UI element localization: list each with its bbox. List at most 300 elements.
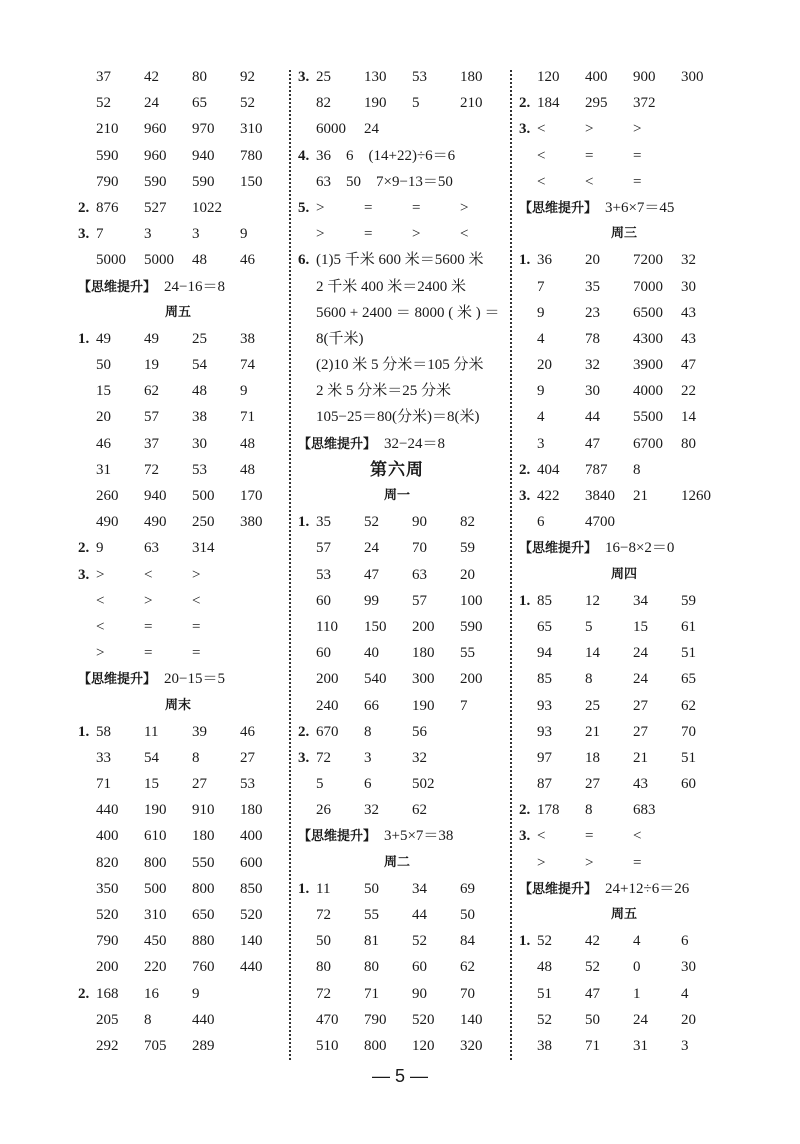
answer-row: [519, 457, 729, 483]
question-number: 3.: [298, 749, 310, 766]
answer-cell: 450: [144, 933, 167, 950]
answer-cell: 9: [240, 383, 248, 400]
answer-cell: >: [585, 854, 594, 871]
answer-cell: 5: [316, 776, 324, 793]
answer-cell: 51: [537, 985, 552, 1002]
answer-cell: >: [316, 199, 325, 216]
question-number: 2.: [78, 540, 90, 557]
question-number: 1.: [519, 933, 531, 950]
answer-row: [78, 562, 278, 588]
answer-row: [78, 771, 278, 797]
answer-row: [78, 195, 278, 221]
answer-row: [298, 404, 496, 430]
answer-row: [78, 143, 278, 169]
question-number: 3.: [519, 828, 531, 845]
answer-cell: 590: [460, 618, 483, 635]
answer-row: [298, 195, 496, 221]
answer-row: [298, 745, 496, 771]
answer-cell: 53: [192, 461, 207, 478]
answer-cell: 58: [96, 723, 111, 740]
answer-row: [519, 771, 729, 797]
answer-cell: 34: [633, 592, 648, 609]
answer-cell: <: [96, 592, 105, 609]
section-heading: 周三: [610, 226, 637, 242]
answer-cell: 12: [585, 592, 600, 609]
answer-cell: <: [585, 173, 594, 190]
question-number: 2.: [519, 95, 531, 112]
answer-cell: 178: [537, 802, 560, 819]
answer-cell: 7200: [633, 252, 663, 269]
answer-cell: 500: [144, 880, 167, 897]
answer-cell: 9: [240, 226, 248, 243]
question-number: 3.: [298, 69, 310, 85]
answer-cell: 14: [681, 409, 696, 426]
answer-cell: 527: [144, 199, 167, 216]
thinking-tag: 【思维提升】: [78, 672, 157, 688]
answer-row: [519, 693, 729, 719]
answer-row: [298, 693, 496, 719]
answer-cell: 11: [316, 880, 331, 897]
answer-cell: 502: [412, 776, 435, 793]
answer-cell: 320: [460, 1037, 483, 1054]
answer-row: [78, 457, 278, 483]
question-number: 3.: [519, 488, 531, 504]
answer-cell: 46: [96, 435, 111, 452]
answer-row: [78, 352, 278, 378]
answer-cell: 15: [144, 776, 159, 793]
thinking-equation: 3+5×7＝38: [384, 828, 454, 845]
question-number: 1.: [78, 330, 90, 347]
answer-row: [78, 876, 278, 902]
answer-cell: 93: [537, 723, 552, 740]
answer-cell: 130: [364, 69, 387, 85]
answer-cell: 150: [364, 618, 387, 635]
answer-cell: 74: [240, 357, 255, 374]
answer-row: [78, 247, 278, 273]
answer-cell: =: [585, 147, 594, 164]
answer-row: [519, 509, 729, 535]
answer-cell: 200: [316, 671, 339, 688]
thinking-answer: [78, 666, 278, 692]
answer-cell: 200: [412, 618, 435, 635]
answer-cell: 54: [144, 749, 159, 766]
answer-cell: 26: [316, 802, 331, 819]
answer-cell: 600: [240, 854, 263, 871]
answer-row: [298, 771, 496, 797]
answer-row: [298, 614, 496, 640]
answer-cell: 210: [96, 121, 119, 138]
answer-cell: <: [537, 121, 546, 138]
answer-cell: 37: [96, 69, 111, 85]
answer-cell: 54: [192, 357, 207, 374]
answer-cell: 1: [633, 985, 641, 1002]
section-heading: 周末: [164, 697, 191, 713]
answer-cell: 33: [96, 749, 111, 766]
thinking-equation: 3+6×7＝45: [605, 199, 675, 216]
answer-cell: 49: [144, 330, 159, 347]
answer-cell: 39: [192, 723, 207, 740]
answer-text: (1)5 千米 600 米＝5600 米: [316, 252, 484, 269]
answer-row: [298, 928, 496, 954]
question-number: 1.: [298, 514, 310, 531]
question-number: 5.: [298, 199, 310, 216]
answer-row: [78, 1033, 278, 1059]
answer-cell: 48: [192, 252, 207, 269]
answer-cell: 150: [240, 173, 263, 190]
answer-cell: 16: [144, 985, 159, 1002]
thinking-answer: [298, 823, 496, 849]
column-divider: [510, 70, 512, 1060]
answer-cell: 36: [537, 252, 552, 269]
answer-cell: 787: [585, 461, 608, 478]
answer-cell: =: [192, 645, 201, 662]
answer-row: [298, 535, 496, 561]
answer-row: [519, 326, 729, 352]
section-heading: 周四: [610, 566, 637, 582]
answer-cell: 4: [681, 985, 689, 1002]
answer-cell: 590: [192, 173, 215, 190]
answer-row: [78, 1007, 278, 1033]
answer-cell: 4: [537, 409, 545, 426]
answer-cell: =: [364, 199, 373, 216]
page-number: — 5 —: [371, 1066, 428, 1086]
answer-text: 36 6 (14+22)÷6＝6: [316, 147, 456, 164]
answer-cell: 520: [412, 1011, 435, 1028]
answer-cell: 62: [412, 802, 427, 819]
answer-row: [298, 116, 496, 142]
answer-cell: >: [192, 566, 201, 583]
answer-row: [298, 588, 496, 614]
answer-cell: 70: [681, 723, 696, 740]
answer-cell: 350: [96, 880, 119, 897]
answer-cell: 53: [412, 69, 427, 85]
answer-cell: 70: [412, 540, 427, 557]
answer-cell: 8: [364, 723, 372, 740]
answer-row: [519, 143, 729, 169]
answer-row: [519, 483, 729, 509]
answer-cell: 92: [240, 69, 255, 85]
answer-cell: 50: [316, 933, 331, 950]
answer-cell: 940: [144, 488, 167, 504]
thinking-equation: 16−8×2＝0: [605, 540, 675, 557]
column-divider: [289, 70, 291, 1060]
answer-column-2: [298, 64, 500, 1059]
answer-cell: 180: [460, 69, 483, 85]
answer-cell: 63: [412, 566, 427, 583]
answer-cell: 50: [585, 1011, 600, 1028]
answer-cell: 48: [240, 461, 255, 478]
answer-cell: 56: [412, 723, 427, 740]
answer-row: [519, 588, 729, 614]
answer-cell: 6700: [633, 435, 663, 452]
answer-cell: 85: [537, 592, 552, 609]
answer-cell: 38: [537, 1037, 552, 1054]
answer-cell: 66: [364, 697, 379, 714]
answer-cell: 8: [144, 1011, 152, 1028]
answer-cell: 670: [316, 723, 339, 740]
answer-cell: 15: [96, 383, 111, 400]
answer-text: 2 千米 400 米＝2400 米: [316, 278, 467, 295]
question-number: 2.: [298, 723, 310, 740]
answer-cell: 31: [633, 1037, 648, 1054]
answer-row: [298, 1033, 496, 1059]
answer-cell: 59: [681, 592, 696, 609]
answer-row: [298, 1007, 496, 1033]
answer-cell: 99: [364, 592, 379, 609]
answer-cell: 52: [537, 933, 552, 950]
answer-cell: 184: [537, 95, 560, 112]
section-heading: 周一: [383, 488, 410, 503]
answer-cell: =: [585, 828, 594, 845]
answer-cell: 20: [537, 357, 552, 374]
answer-cell: 9: [96, 540, 104, 557]
answer-row: [519, 850, 729, 876]
answer-cell: 27: [192, 776, 207, 793]
answer-row: [519, 116, 729, 142]
question-number: 1.: [519, 252, 531, 269]
answer-cell: 205: [96, 1011, 119, 1028]
answer-cell: 650: [192, 907, 215, 923]
answer-cell: 72: [316, 985, 331, 1002]
answer-cell: =: [144, 618, 153, 635]
answer-row: [298, 90, 496, 116]
answer-cell: 71: [585, 1037, 600, 1054]
answer-cell: 22: [681, 383, 696, 400]
question-number: 4.: [298, 147, 310, 164]
question-number: 2.: [78, 985, 90, 1002]
answer-cell: 550: [192, 854, 215, 871]
thinking-tag: 【思维提升】: [298, 829, 377, 845]
answer-cell: 180: [192, 828, 215, 845]
answer-cell: 72: [316, 907, 331, 923]
answer-cell: 8: [585, 671, 593, 688]
answer-cell: 960: [144, 147, 167, 164]
answer-cell: 27: [633, 723, 648, 740]
answer-cell: 110: [316, 618, 338, 635]
answer-cell: 970: [192, 121, 215, 138]
question-number: 3.: [78, 226, 90, 243]
answer-cell: =: [633, 854, 642, 871]
answer-cell: 44: [585, 409, 600, 426]
answer-column-1: [78, 64, 278, 1059]
answer-cell: 65: [537, 618, 552, 635]
answer-cell: <: [460, 226, 469, 243]
answer-cell: 200: [96, 959, 119, 976]
answer-row: [519, 928, 729, 954]
answer-cell: 8: [585, 802, 593, 819]
answer-cell: 21: [633, 488, 648, 504]
answer-cell: 84: [460, 933, 475, 950]
answer-cell: 372: [633, 95, 656, 112]
answer-cell: <: [96, 618, 105, 635]
answer-cell: 93: [537, 697, 552, 714]
answer-row: [519, 169, 729, 195]
answer-row: [298, 64, 496, 90]
answer-row: [298, 221, 496, 247]
answer-cell: <: [537, 173, 546, 190]
answer-cell: 90: [412, 985, 427, 1002]
answer-cell: 400: [585, 69, 608, 85]
answer-cell: 62: [144, 383, 159, 400]
thinking-tag: 【思维提升】: [519, 881, 598, 897]
answer-cell: 38: [240, 330, 255, 347]
question-number: 2.: [519, 802, 531, 819]
answer-cell: <: [537, 147, 546, 164]
answer-cell: 6: [537, 514, 545, 531]
answer-cell: 880: [192, 933, 215, 950]
answer-cell: 3: [537, 435, 545, 452]
answer-row: [298, 640, 496, 666]
answer-cell: 310: [240, 121, 263, 138]
answer-cell: 25: [585, 697, 600, 714]
answer-cell: 21: [633, 749, 648, 766]
answer-cell: 47: [585, 985, 600, 1002]
answer-cell: 300: [412, 671, 435, 688]
answer-cell: 47: [364, 566, 379, 583]
answer-cell: 100: [460, 592, 483, 609]
answer-cell: 4000: [633, 383, 663, 400]
answer-cell: 46: [240, 723, 255, 740]
answer-row: [78, 326, 278, 352]
answer-cell: >: [537, 854, 546, 871]
answer-cell: 69: [460, 880, 475, 897]
answer-text: 105−25＝80(分米)＝8(米): [316, 409, 480, 426]
answer-cell: 53: [240, 776, 255, 793]
answer-cell: 20: [96, 409, 111, 426]
answer-row: [78, 431, 278, 457]
answer-cell: 65: [681, 671, 696, 688]
answer-cell: 120: [412, 1037, 435, 1054]
answer-cell: 940: [192, 147, 215, 164]
answer-cell: 380: [240, 514, 263, 531]
answer-cell: 65: [192, 95, 207, 112]
answer-cell: 60: [681, 776, 696, 793]
section-heading: 第六周: [370, 459, 424, 479]
answer-cell: 292: [96, 1037, 119, 1054]
answer-cell: 27: [585, 776, 600, 793]
answer-cell: 35: [316, 514, 331, 531]
answer-cell: 7: [96, 226, 104, 243]
answer-row: [519, 666, 729, 692]
answer-cell: 400: [240, 828, 263, 845]
answer-cell: 61: [681, 618, 696, 635]
answer-row: [78, 588, 278, 614]
answer-cell: 3: [144, 226, 152, 243]
answer-cell: 210: [460, 95, 483, 112]
answer-cell: >: [96, 566, 105, 583]
answer-cell: 49: [96, 330, 111, 347]
answer-cell: 62: [681, 697, 696, 714]
answer-row: [519, 64, 729, 90]
question-number: 1.: [78, 723, 90, 740]
answer-cell: >: [96, 645, 105, 662]
answer-row: [519, 431, 729, 457]
answer-row: [78, 169, 278, 195]
answer-cell: 38: [192, 409, 207, 426]
answer-row: [519, 1033, 729, 1059]
answer-cell: 32: [585, 357, 600, 374]
thinking-tag: 【思维提升】: [519, 541, 598, 557]
answer-cell: 800: [144, 854, 167, 871]
thinking-equation: 24+12÷6＝26: [605, 880, 690, 897]
answer-cell: 5: [585, 618, 593, 635]
answer-cell: 87: [537, 776, 552, 793]
answer-cell: 82: [460, 514, 475, 531]
answer-row: [519, 404, 729, 430]
answer-cell: 24: [364, 121, 379, 138]
answer-text: 8(千米): [316, 330, 364, 347]
answer-cell: 800: [192, 880, 215, 897]
question-number: 2.: [519, 461, 531, 478]
answer-cell: 168: [96, 985, 119, 1002]
answer-cell: 24: [633, 1011, 648, 1028]
answer-cell: 960: [144, 121, 167, 138]
answer-cell: 19: [144, 357, 159, 374]
answer-cell: 800: [364, 1037, 387, 1054]
answer-row: [78, 928, 278, 954]
answer-row: [78, 981, 278, 1007]
thinking-answer: [519, 535, 729, 561]
answer-row: [78, 640, 278, 666]
answer-row: [519, 378, 729, 404]
answer-row: [298, 562, 496, 588]
answer-cell: 52: [364, 514, 379, 531]
answer-cell: 15: [633, 618, 648, 635]
answer-cell: 24: [633, 645, 648, 662]
answer-cell: 590: [144, 173, 167, 190]
answer-cell: 876: [96, 199, 119, 216]
answer-cell: 27: [633, 697, 648, 714]
answer-cell: 31: [96, 461, 111, 478]
answer-row: [519, 719, 729, 745]
answer-cell: 80: [316, 959, 331, 976]
answer-cell: 34: [412, 880, 427, 897]
answer-cell: 52: [412, 933, 427, 950]
answer-cell: 20: [681, 1011, 696, 1028]
answer-cell: 30: [681, 959, 696, 976]
answer-cell: 422: [537, 488, 560, 504]
answer-cell: 180: [240, 802, 263, 819]
answer-cell: 72: [316, 749, 331, 766]
answer-cell: 52: [96, 95, 111, 112]
answer-cell: 55: [364, 907, 379, 923]
answer-row: [519, 90, 729, 116]
answer-row: [78, 404, 278, 430]
answer-text: 5600 + 2400 ＝ 8000 ( 米 ) ＝: [316, 304, 500, 321]
answer-cell: 24: [633, 671, 648, 688]
answer-cell: =: [633, 173, 642, 190]
question-number: 3.: [519, 121, 531, 138]
answer-row: [78, 614, 278, 640]
answer-cell: 50: [364, 880, 379, 897]
answer-cell: 20: [460, 566, 475, 583]
answer-cell: <: [144, 566, 153, 583]
answer-cell: 200: [460, 671, 483, 688]
answer-cell: 310: [144, 907, 167, 923]
answer-cell: 190: [144, 802, 167, 819]
answer-cell: 260: [96, 488, 119, 504]
answer-cell: 820: [96, 854, 119, 871]
answer-row: [298, 797, 496, 823]
answer-cell: =: [364, 226, 373, 243]
answer-cell: 51: [681, 749, 696, 766]
thinking-answer: [78, 274, 278, 300]
answer-cell: 25: [316, 69, 331, 85]
answer-cell: 63: [144, 540, 159, 557]
answer-cell: 0: [633, 959, 641, 976]
question-number: 3.: [78, 566, 90, 583]
answer-cell: 490: [144, 514, 167, 531]
